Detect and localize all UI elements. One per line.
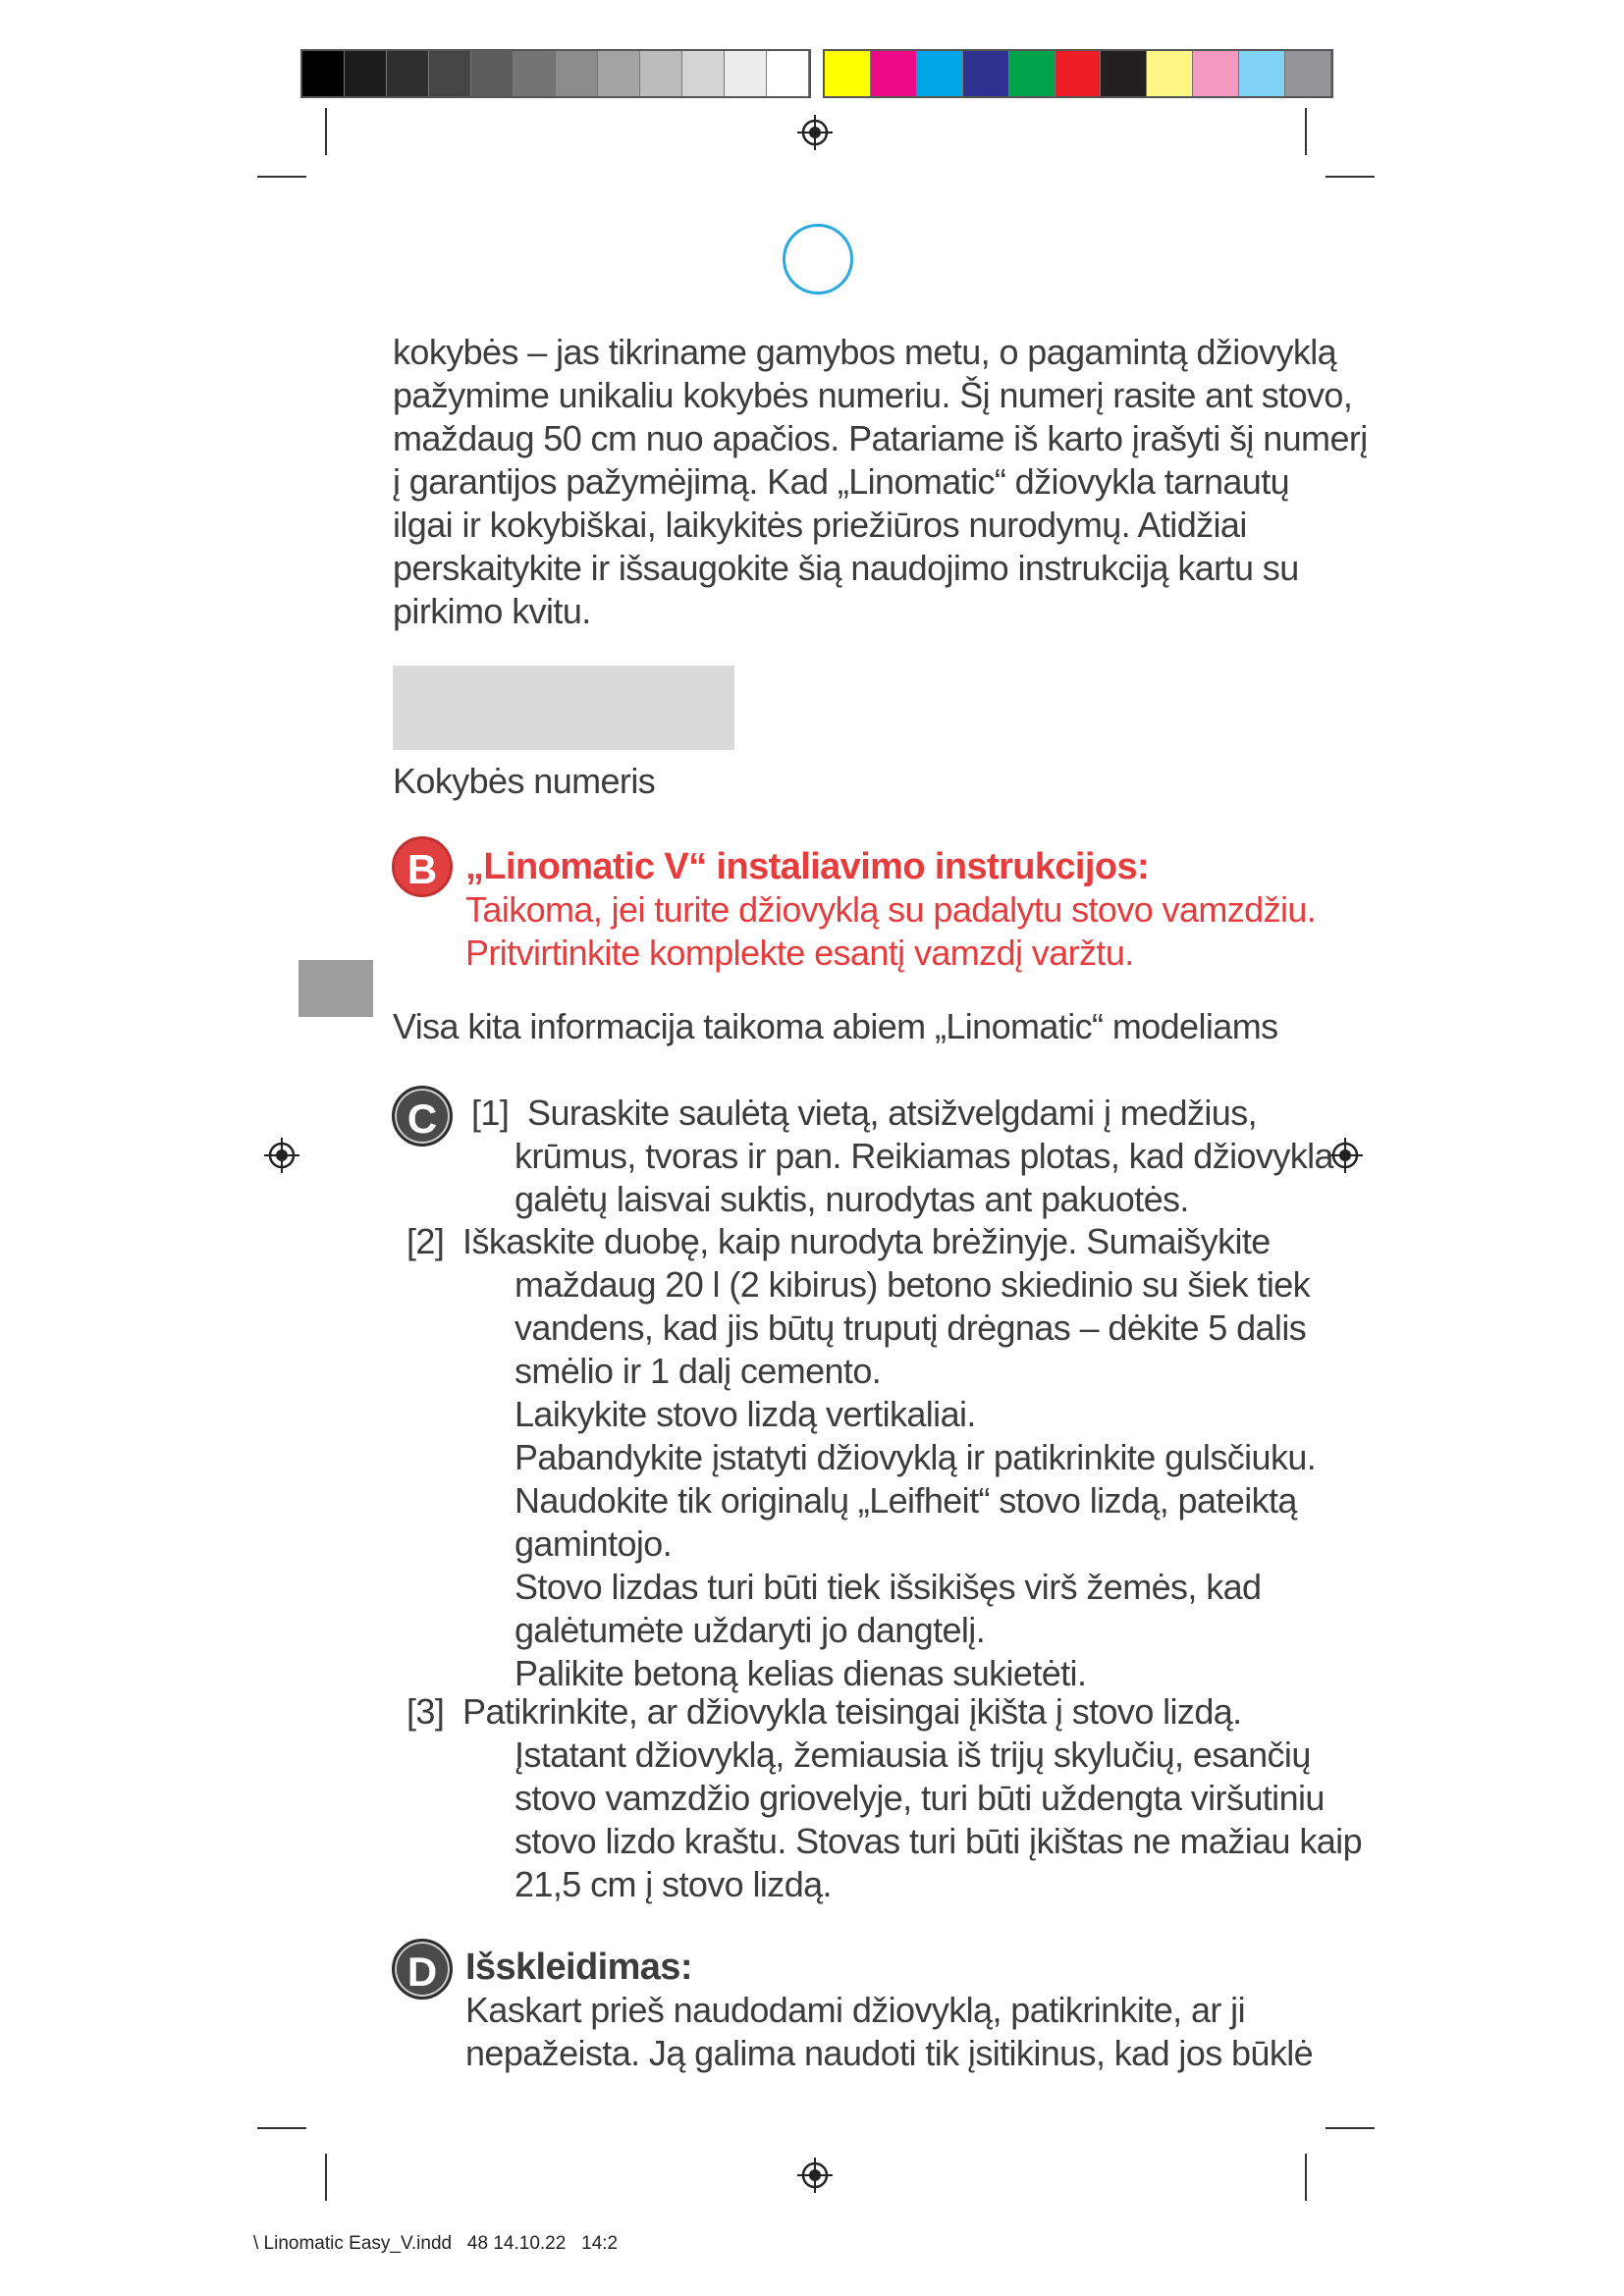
step-first-line — [406, 1220, 1316, 1263]
intro-line: kokybės – jas tikriname gamybos metu, o pagamintą džiovyklą — [393, 332, 1337, 372]
step-line: 21,5 cm į stovo lizdą. — [514, 1864, 832, 1904]
step-first-line — [406, 1690, 1362, 1734]
step-text: Suraskite saulėtą vietą, atsižvelgdami į medžius, — [527, 1093, 1257, 1133]
section-c-step-3 — [406, 1690, 1362, 1906]
color-swatch — [871, 51, 917, 96]
general-note: Visa kita informacija taikoma abiem „Linomatic“ modeliams — [393, 1006, 1278, 1046]
section-d — [465, 1946, 1313, 2075]
crop-mark — [257, 176, 306, 178]
intro-line: ilgai ir kokybiškai, laikykitės priežiūros nurodymų. Atidžiai — [393, 505, 1247, 545]
color-swatch — [514, 51, 556, 96]
color-swatch — [825, 51, 871, 96]
color-swatch — [1193, 51, 1239, 96]
intro-line: perskaitykite ir išsaugokite šią naudojimo instrukciją kartu su — [393, 548, 1299, 588]
section-d-line: nepažeista. Ją galima naudoti tik įsitikinus, kad jos būklė — [465, 2033, 1314, 2073]
color-swatch — [1285, 51, 1331, 96]
step-line: vandens, kad jis būtų truputį drėgnas – dėkite 5 dalis — [514, 1308, 1307, 1348]
section-b-title: „Linomatic V“ instaliavimo instrukcijos: — [465, 846, 1150, 887]
section-d-line: Kaskart prieš naudodami džiovyklą, patikrinkite, ar ji — [465, 1990, 1245, 2030]
color-swatch — [963, 51, 1009, 96]
side-tab-marker — [298, 960, 373, 1017]
color-swatch — [767, 51, 809, 96]
registration-mark-icon — [262, 1136, 301, 1175]
step-line: Naudokite tik originalų „Leifheit“ stovo lizdą, pateiktą — [514, 1480, 1297, 1521]
step-line: Pabandykite įstatyti džiovyklą ir patikrinkite gulsčiuku. — [514, 1437, 1317, 1477]
intro-line: pirkimo kvitu. — [393, 591, 591, 631]
crop-mark — [325, 108, 327, 155]
step-number: [2] — [406, 1221, 445, 1261]
intro-line: maždaug 50 cm nuo apačios. Patariame iš karto įrašyti šį numerį — [393, 418, 1368, 458]
registration-mark-icon — [795, 2156, 835, 2195]
step-line: maždaug 20 l (2 kibirus) betono skiedinio su šiek tiek — [514, 1264, 1311, 1305]
step-line: Įstatant džiovyklą, žemiausia iš trijų skylučių, esančių — [514, 1735, 1311, 1775]
step-line: Stovo lizdas turi būti tiek išsikišęs virš žemės, kad — [514, 1567, 1262, 1607]
section-d-badge: D — [392, 1939, 453, 2000]
section-b — [465, 845, 1316, 975]
step-text: Patikrinkite, ar džiovykla teisingai įkišta į stovo lizdą. — [462, 1691, 1242, 1732]
color-swatch — [917, 51, 963, 96]
crop-mark — [1326, 176, 1375, 178]
page-circle-mark — [783, 224, 853, 294]
section-b-line: Taikoma, jei turite džiovyklą su padalytu stovo vamzdžiu. — [465, 889, 1317, 930]
section-c-step-1 — [471, 1092, 1333, 1221]
section-d-title: Išskleidimas: — [465, 1947, 692, 1988]
section-b-line: Pritvirtinkite komplekte esantį vamzdį varžtu. — [465, 933, 1134, 973]
color-swatch — [471, 51, 514, 96]
color-swatch — [1239, 51, 1285, 96]
color-swatch — [725, 51, 767, 96]
section-b-badge: B — [392, 836, 453, 897]
step-line: stovo lizdo kraštu. Stovas turi būti įkištas ne mažiau kaip — [514, 1821, 1363, 1861]
color-swatch — [1147, 51, 1193, 96]
color-swatch — [640, 51, 682, 96]
step-line: Laikykite stovo lizdą vertikaliai. — [514, 1394, 976, 1434]
step-text: Iškaskite duobę, kaip nurodyta brėžinyje. Sumaišykite — [462, 1221, 1271, 1261]
step-line: stovo vamzdžio griovelyje, turi būti uždengta viršutiniu — [514, 1778, 1325, 1818]
crop-mark — [1305, 2154, 1307, 2201]
color-swatch — [429, 51, 471, 96]
section-c-badge: C — [392, 1086, 453, 1147]
quality-number-box — [393, 666, 734, 750]
file-slug: \ Linomatic Easy_V.indd 48 14.10.22 14:2 — [253, 2233, 619, 2254]
step-line: gamintojo. — [514, 1523, 673, 1564]
step-line: Palikite betoną kelias dienas sukietėti. — [514, 1653, 1087, 1693]
color-swatch — [387, 51, 429, 96]
quality-number-label: Kokybės numeris — [393, 761, 656, 801]
crop-mark — [325, 2154, 327, 2201]
grayscale-color-bar — [300, 49, 811, 98]
color-swatch — [598, 51, 640, 96]
intro-line: į garantijos pažymėjimą. Kad „Linomatic“ džiovykla tarnautų — [393, 461, 1290, 502]
step-line: galėtumėte uždaryti jo dangtelį. — [514, 1610, 986, 1650]
process-color-bar — [823, 49, 1333, 98]
color-swatch — [345, 51, 387, 96]
color-swatch — [1009, 51, 1056, 96]
crop-mark — [257, 2127, 306, 2129]
step-line: smėlio ir 1 dalį cemento. — [514, 1351, 882, 1391]
crop-mark — [1305, 108, 1307, 155]
step-line: krūmus, tvoras ir pan. Reikiamas plotas, kad džiovykla — [514, 1136, 1333, 1176]
color-swatch — [1101, 51, 1147, 96]
color-swatch — [556, 51, 598, 96]
step-number: [1] — [471, 1093, 510, 1133]
intro-paragraph — [393, 331, 1368, 633]
color-swatch — [1056, 51, 1102, 96]
step-first-line — [471, 1092, 1333, 1135]
intro-line: pažymime unikaliu kokybės numeriu. Šį numerį rasite ant stovo, — [393, 375, 1353, 415]
step-line: galėtų laisvai suktis, nurodytas ant pakuotės. — [514, 1179, 1189, 1219]
registration-mark-icon — [795, 113, 835, 152]
section-c-step-2 — [406, 1220, 1316, 1695]
crop-mark — [1326, 2127, 1375, 2129]
color-swatch — [302, 51, 345, 96]
color-swatch — [682, 51, 725, 96]
step-number: [3] — [406, 1691, 445, 1732]
